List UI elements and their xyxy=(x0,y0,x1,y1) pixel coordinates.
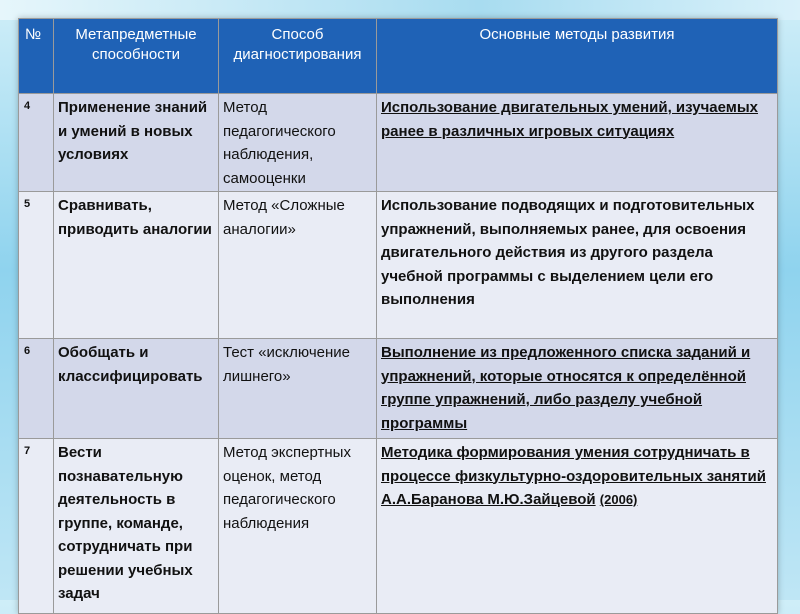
table-row xyxy=(19,339,778,439)
ability-cell: Вести познавательную деятельность в группе, команде, сотрудничать при решении учебных задач xyxy=(54,439,219,614)
diagnostic-cell: Метод педагогического наблюдения, самооценки xyxy=(219,94,377,192)
row-number: 6 xyxy=(19,339,54,439)
diagnostic-cell: Метод экспертных оценок, метод педагогического наблюдения xyxy=(219,439,377,614)
method-text: Методика формирования умения сотрудничать в процессе физкультурно-оздоровительных занятий А.А.Баранова М.Ю.Зайцевой xyxy=(381,444,766,508)
table-row xyxy=(19,439,778,614)
ability-cell: Сравнивать, приводить аналогии xyxy=(54,192,219,339)
method-cell xyxy=(377,192,778,339)
table-row xyxy=(19,94,778,192)
header-diagnostics: Способ диагностирования xyxy=(219,19,377,94)
method-text: Использование подводящих и подготовительных упражнений, выполняемых ранее, для освоения двигательного действия из другого раздела учебной программы с выделением цели его выполнения xyxy=(381,197,755,308)
row-number: 5 xyxy=(19,192,54,339)
method-year: (2006) xyxy=(599,492,638,507)
method-cell xyxy=(377,439,778,614)
row-number: 7 xyxy=(19,439,54,614)
row-number: 4 xyxy=(19,94,54,192)
slide-top-strip xyxy=(0,0,800,20)
ability-cell: Обобщать и классифицировать xyxy=(54,339,219,439)
header-abilities: Метапредметные способности xyxy=(54,19,219,94)
header-methods: Основные методы развития xyxy=(377,19,778,94)
header-num: № xyxy=(19,19,54,94)
diagnostic-cell: Тест «исключение лишнего» xyxy=(219,339,377,439)
method-text: Выполнение из предложенного списка заданий и упражнений, которые относятся к определённой группе упражнений, либо разделу учебной программы xyxy=(381,344,751,432)
method-cell xyxy=(377,94,778,192)
ability-cell: Применение знаний и умений в новых условиях xyxy=(54,94,219,192)
method-cell xyxy=(377,339,778,439)
method-text: Использование двигательных умений, изучаемых ранее в различных игровых ситуациях xyxy=(381,99,759,140)
table-row xyxy=(19,192,778,339)
methods-table xyxy=(18,18,778,614)
diagnostic-cell: Метод «Сложные аналогии» xyxy=(219,192,377,339)
table-header-row xyxy=(19,19,778,94)
